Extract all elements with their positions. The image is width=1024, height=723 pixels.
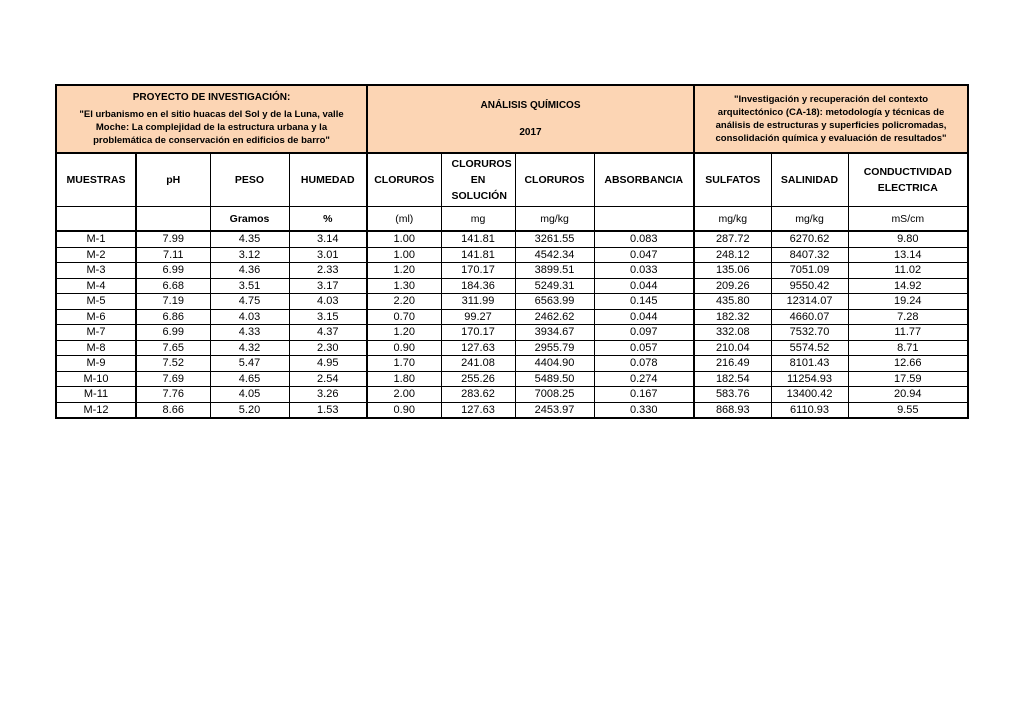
- unit-cell: [56, 207, 136, 232]
- value-cell: 184.36: [441, 278, 515, 294]
- value-cell: 7.76: [136, 387, 210, 403]
- research-header: [694, 85, 968, 153]
- column-header: SULFATOS: [694, 153, 771, 207]
- value-cell: 8.71: [848, 340, 968, 356]
- column-header: CONDUCTIVIDAD ELECTRICA: [848, 153, 968, 207]
- value-cell: 8101.43: [771, 356, 848, 372]
- value-cell: 4.37: [289, 325, 367, 341]
- column-header: SALINIDAD: [771, 153, 848, 207]
- value-cell: 0.097: [594, 325, 694, 341]
- value-cell: 4.65: [210, 371, 289, 387]
- value-cell: 216.49: [694, 356, 771, 372]
- value-cell: 210.04: [694, 340, 771, 356]
- value-cell: 0.330: [594, 402, 694, 418]
- sample-id-cell: M-6: [56, 309, 136, 325]
- value-cell: 209.26: [694, 278, 771, 294]
- value-cell: 4.32: [210, 340, 289, 356]
- column-header: PESO: [210, 153, 289, 207]
- value-cell: 4660.07: [771, 309, 848, 325]
- sample-id-cell: M-8: [56, 340, 136, 356]
- value-cell: 12.66: [848, 356, 968, 372]
- value-cell: 14.92: [848, 278, 968, 294]
- value-cell: 5.20: [210, 402, 289, 418]
- value-cell: 1.80: [367, 371, 441, 387]
- value-cell: 1.00: [367, 231, 441, 247]
- value-cell: 4404.90: [515, 356, 594, 372]
- value-cell: 6563.99: [515, 294, 594, 310]
- value-cell: 141.81: [441, 231, 515, 247]
- unit-cell: [594, 207, 694, 232]
- column-header: CLORUROS: [367, 153, 441, 207]
- value-cell: 0.044: [594, 278, 694, 294]
- value-cell: 283.62: [441, 387, 515, 403]
- column-header: CLORUROS EN SOLUCIÓN: [441, 153, 515, 207]
- value-cell: 311.99: [441, 294, 515, 310]
- value-cell: 9.80: [848, 231, 968, 247]
- value-cell: 3.17: [289, 278, 367, 294]
- value-cell: 1.00: [367, 247, 441, 263]
- value-cell: 141.81: [441, 247, 515, 263]
- unit-cell: Gramos: [210, 207, 289, 232]
- value-cell: 4.95: [289, 356, 367, 372]
- value-cell: 3.15: [289, 309, 367, 325]
- value-cell: 20.94: [848, 387, 968, 403]
- value-cell: 4.33: [210, 325, 289, 341]
- value-cell: 127.63: [441, 340, 515, 356]
- analysis-title: ANÁLISIS QUÍMICOS: [480, 100, 581, 111]
- value-cell: 7.69: [136, 371, 210, 387]
- value-cell: 0.083: [594, 231, 694, 247]
- value-cell: 13.14: [848, 247, 968, 263]
- value-cell: 4.05: [210, 387, 289, 403]
- value-cell: 255.26: [441, 371, 515, 387]
- value-cell: 7051.09: [771, 263, 848, 279]
- value-cell: 241.08: [441, 356, 515, 372]
- value-cell: 2955.79: [515, 340, 594, 356]
- sample-id-cell: M-4: [56, 278, 136, 294]
- value-cell: 0.044: [594, 309, 694, 325]
- table-row: [56, 263, 968, 279]
- value-cell: 11.77: [848, 325, 968, 341]
- value-cell: 248.12: [694, 247, 771, 263]
- value-cell: 4.03: [210, 309, 289, 325]
- sample-id-cell: M-11: [56, 387, 136, 403]
- analysis-header: [367, 85, 694, 153]
- value-cell: 7532.70: [771, 325, 848, 341]
- value-cell: 5.47: [210, 356, 289, 372]
- value-cell: 7.65: [136, 340, 210, 356]
- value-cell: 182.54: [694, 371, 771, 387]
- value-cell: 6.99: [136, 263, 210, 279]
- unit-cell: (ml): [367, 207, 441, 232]
- value-cell: 13400.42: [771, 387, 848, 403]
- unit-cell: [136, 207, 210, 232]
- value-cell: 6.99: [136, 325, 210, 341]
- column-header: pH: [136, 153, 210, 207]
- value-cell: 3.01: [289, 247, 367, 263]
- value-cell: 17.59: [848, 371, 968, 387]
- value-cell: 435.80: [694, 294, 771, 310]
- unit-cell: mg: [441, 207, 515, 232]
- value-cell: 2.30: [289, 340, 367, 356]
- table-row: [56, 402, 968, 418]
- sample-id-cell: M-2: [56, 247, 136, 263]
- value-cell: 2.54: [289, 371, 367, 387]
- value-cell: 99.27: [441, 309, 515, 325]
- value-cell: 2.00: [367, 387, 441, 403]
- value-cell: 7.19: [136, 294, 210, 310]
- value-cell: 11.02: [848, 263, 968, 279]
- value-cell: 7.99: [136, 231, 210, 247]
- value-cell: 170.17: [441, 263, 515, 279]
- table-row: [56, 247, 968, 263]
- project-header: [56, 85, 367, 153]
- sample-id-cell: M-10: [56, 371, 136, 387]
- value-cell: 7.28: [848, 309, 968, 325]
- unit-cell: mg/kg: [515, 207, 594, 232]
- value-cell: 0.078: [594, 356, 694, 372]
- table-row: [56, 294, 968, 310]
- value-cell: 6110.93: [771, 402, 848, 418]
- sample-id-cell: M-5: [56, 294, 136, 310]
- value-cell: 8.66: [136, 402, 210, 418]
- value-cell: 3.12: [210, 247, 289, 263]
- value-cell: 2.33: [289, 263, 367, 279]
- value-cell: 287.72: [694, 231, 771, 247]
- value-cell: 3261.55: [515, 231, 594, 247]
- value-cell: 19.24: [848, 294, 968, 310]
- analysis-year: 2017: [519, 127, 542, 138]
- value-cell: 3899.51: [515, 263, 594, 279]
- value-cell: 0.167: [594, 387, 694, 403]
- project-title: PROYECTO DE INVESTIGACIÓN:: [132, 92, 291, 103]
- value-cell: 5574.52: [771, 340, 848, 356]
- value-cell: 0.90: [367, 402, 441, 418]
- unit-cell: mg/kg: [694, 207, 771, 232]
- unit-cell: mg/kg: [771, 207, 848, 232]
- value-cell: 182.32: [694, 309, 771, 325]
- value-cell: 0.047: [594, 247, 694, 263]
- value-cell: 8407.32: [771, 247, 848, 263]
- value-cell: 1.53: [289, 402, 367, 418]
- value-cell: 0.70: [367, 309, 441, 325]
- value-cell: 3.14: [289, 231, 367, 247]
- value-cell: 7.11: [136, 247, 210, 263]
- column-header: CLORUROS: [515, 153, 594, 207]
- table-row: [56, 356, 968, 372]
- value-cell: 5249.31: [515, 278, 594, 294]
- sample-id-cell: M-1: [56, 231, 136, 247]
- value-cell: 135.06: [694, 263, 771, 279]
- value-cell: 0.145: [594, 294, 694, 310]
- project-description: "El urbanismo en el sitio huacas del Sol y de la Luna, valle Moche: La complejidad de la estructura urbana y la problemática de conservación en edificios de barro": [79, 109, 344, 146]
- value-cell: 9550.42: [771, 278, 848, 294]
- table-body: [56, 231, 968, 418]
- value-cell: 6.68: [136, 278, 210, 294]
- value-cell: 2.20: [367, 294, 441, 310]
- value-cell: 7.52: [136, 356, 210, 372]
- units-row: [56, 207, 968, 232]
- value-cell: 9.55: [848, 402, 968, 418]
- unit-cell: mS/cm: [848, 207, 968, 232]
- value-cell: 7008.25: [515, 387, 594, 403]
- value-cell: 583.76: [694, 387, 771, 403]
- table-row: [56, 325, 968, 341]
- value-cell: 1.70: [367, 356, 441, 372]
- value-cell: 4.03: [289, 294, 367, 310]
- sample-id-cell: M-7: [56, 325, 136, 341]
- value-cell: 6.86: [136, 309, 210, 325]
- value-cell: 5489.50: [515, 371, 594, 387]
- value-cell: 4542.34: [515, 247, 594, 263]
- table-row: [56, 371, 968, 387]
- table-row: [56, 387, 968, 403]
- column-header: MUESTRAS: [56, 153, 136, 207]
- value-cell: 2453.97: [515, 402, 594, 418]
- analysis-table: [55, 84, 969, 419]
- value-cell: 170.17: [441, 325, 515, 341]
- value-cell: 11254.93: [771, 371, 848, 387]
- value-cell: 4.35: [210, 231, 289, 247]
- column-header: HUMEDAD: [289, 153, 367, 207]
- value-cell: 3.51: [210, 278, 289, 294]
- table-row: [56, 231, 968, 247]
- value-cell: 1.20: [367, 325, 441, 341]
- value-cell: 868.93: [694, 402, 771, 418]
- sample-id-cell: M-3: [56, 263, 136, 279]
- unit-cell: %: [289, 207, 367, 232]
- value-cell: 0.033: [594, 263, 694, 279]
- value-cell: 4.75: [210, 294, 289, 310]
- value-cell: 2462.62: [515, 309, 594, 325]
- column-header-row: [56, 153, 968, 207]
- value-cell: 4.36: [210, 263, 289, 279]
- value-cell: 6270.62: [771, 231, 848, 247]
- sample-id-cell: M-12: [56, 402, 136, 418]
- value-cell: 0.274: [594, 371, 694, 387]
- table-row: [56, 340, 968, 356]
- value-cell: 332.08: [694, 325, 771, 341]
- value-cell: 3.26: [289, 387, 367, 403]
- value-cell: 12314.07: [771, 294, 848, 310]
- table-row: [56, 309, 968, 325]
- value-cell: 0.057: [594, 340, 694, 356]
- value-cell: 127.63: [441, 402, 515, 418]
- column-header: ABSORBANCIA: [594, 153, 694, 207]
- research-description: "Investigación y recuperación del contexto arquitectónico (CA-18): metodología y técnicas de análisis de estructuras y superficies policromadas, consolidación química y evaluación de resultados": [715, 94, 947, 144]
- value-cell: 0.90: [367, 340, 441, 356]
- value-cell: 1.20: [367, 263, 441, 279]
- title-row: [56, 85, 968, 153]
- value-cell: 1.30: [367, 278, 441, 294]
- table-row: [56, 278, 968, 294]
- value-cell: 3934.67: [515, 325, 594, 341]
- sample-id-cell: M-9: [56, 356, 136, 372]
